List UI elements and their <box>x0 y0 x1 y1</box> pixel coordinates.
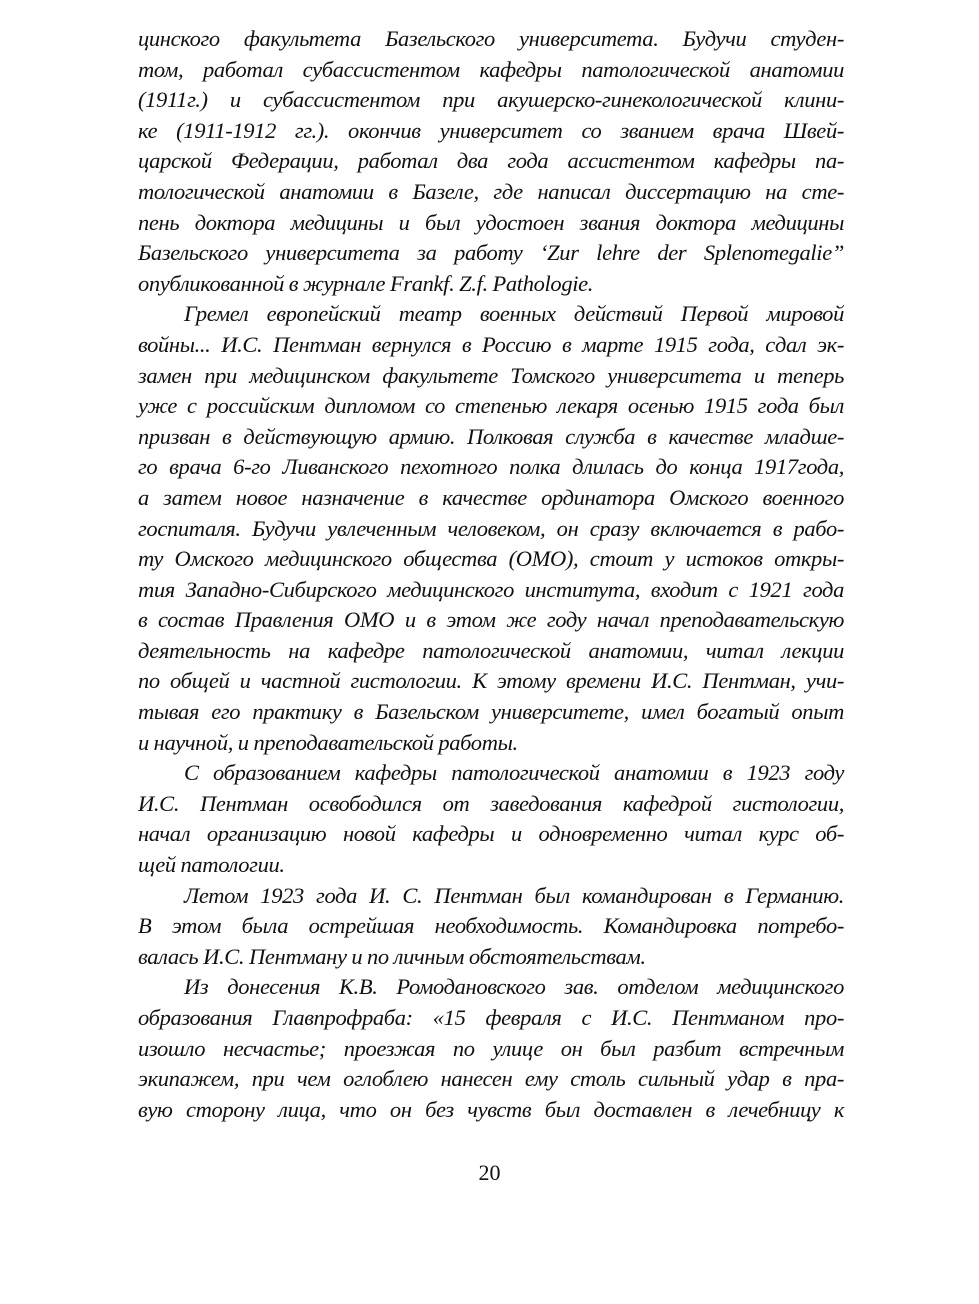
text-line: В этом была острейшая необходимость. Командировка потребо- <box>138 913 844 939</box>
text-line: том, работал субассистентом кафедры патологической анатомии <box>138 56 844 82</box>
text-line: деятельность на кафедре патологической анатомии, читал лекции <box>138 637 844 663</box>
text-line: Летом 1923 года И. С. Пентман был командирован в Германию. <box>184 882 844 908</box>
body-text <box>138 24 844 1125</box>
paragraph <box>138 24 844 299</box>
text-line: щей патологии. <box>138 852 285 878</box>
text-line: пень доктора медицины и был удостоен звания доктора медицины <box>138 209 844 235</box>
text-line: царской Федерации, работал два года ассистентом кафедры па- <box>138 148 844 174</box>
text-line: го врача 6-го Ливанского пехотного полка длилась до конца 1917года, <box>138 454 844 480</box>
text-line: а затем новое назначение в качестве ординатора Омского военного <box>138 484 844 510</box>
text-line: ту Омского медицинского общества (ОМО), стоит у истоков откры- <box>138 546 844 572</box>
text-line: призван в действующую армию. Полковая служба в качестве младше- <box>138 423 844 449</box>
text-line: уже с российским дипломом со степенью лекаря осенью 1915 года был <box>138 393 844 419</box>
text-line: и научной, и преподавательской работы. <box>138 729 518 755</box>
text-line: Из донесения К.В. Ромодановского зав. отделом медицинского <box>184 974 844 1000</box>
text-line: войны... И.С. Пентман вернулся в Россию в марте 1915 года, сдал эк- <box>138 331 844 357</box>
text-line: тия Западно-Сибирского медицинского института, входит с 1921 года <box>138 576 844 602</box>
text-line: по общей и частной гистологии. К этому времени И.С. Пентман, учи- <box>138 668 844 694</box>
text-line: ке (1911-1912 гг.). окончив университет со званием врача Швей- <box>138 117 844 143</box>
text-line: в состав Правления ОМО и в этом же году начал преподавательскую <box>138 607 844 633</box>
text-line: тологической анатомии в Базеле, где написал диссертацию на сте- <box>138 178 844 204</box>
text-line: госпиталя. Будучи увлеченным человеком, он сразу включается в рабо- <box>138 515 844 541</box>
text-line: (1911г.) и субассистентом при акушерско-гинекологической клини- <box>138 87 844 113</box>
text-line: тывая его практику в Базельском университете, имел богатый опыт <box>138 699 844 725</box>
page-number: 20 <box>478 1160 501 1185</box>
text-line: цинского факультета Базельского университета. Будучи студен- <box>138 26 844 51</box>
text-line: опубликованной в журнале Frankf. Z.f. Pathologie. <box>138 270 594 296</box>
text-line: замен при медицинском факультете Томского университета и теперь <box>138 362 844 388</box>
text-line: Гремел европейский театр военных действий Первой мировой <box>184 301 844 327</box>
text-line: начал организацию новой кафедры и одновременно читал курс об- <box>138 821 844 847</box>
paragraph <box>138 758 844 880</box>
text-line: И.С. Пентман освободился от заведования кафедрой гистологии, <box>138 790 844 816</box>
text-line: валась И.С. Пентману и по личным обстоятельствам. <box>138 943 646 969</box>
text-line: изошло несчастье; проезжая по улице он был разбит встречным <box>138 1035 844 1061</box>
text-line: вую сторону лица, что он без чувств был доставлен в лечебницу к <box>138 1096 844 1122</box>
paragraph <box>138 972 844 1125</box>
text-line: С образованием кафедры патологической анатомии в 1923 году <box>184 760 844 786</box>
paragraph <box>138 299 844 758</box>
text-line: экипажем, при чем оглоблею нанесен ему столь сильный удар в пра- <box>138 1066 844 1092</box>
paragraph <box>138 881 844 973</box>
text-line: образования Главпрофраба: «15 февраля с И.С. Пентманом про- <box>138 1005 844 1030</box>
text-line: Базельского университета за работу ‘Zur lehre der Splenomegalie” <box>138 240 844 266</box>
